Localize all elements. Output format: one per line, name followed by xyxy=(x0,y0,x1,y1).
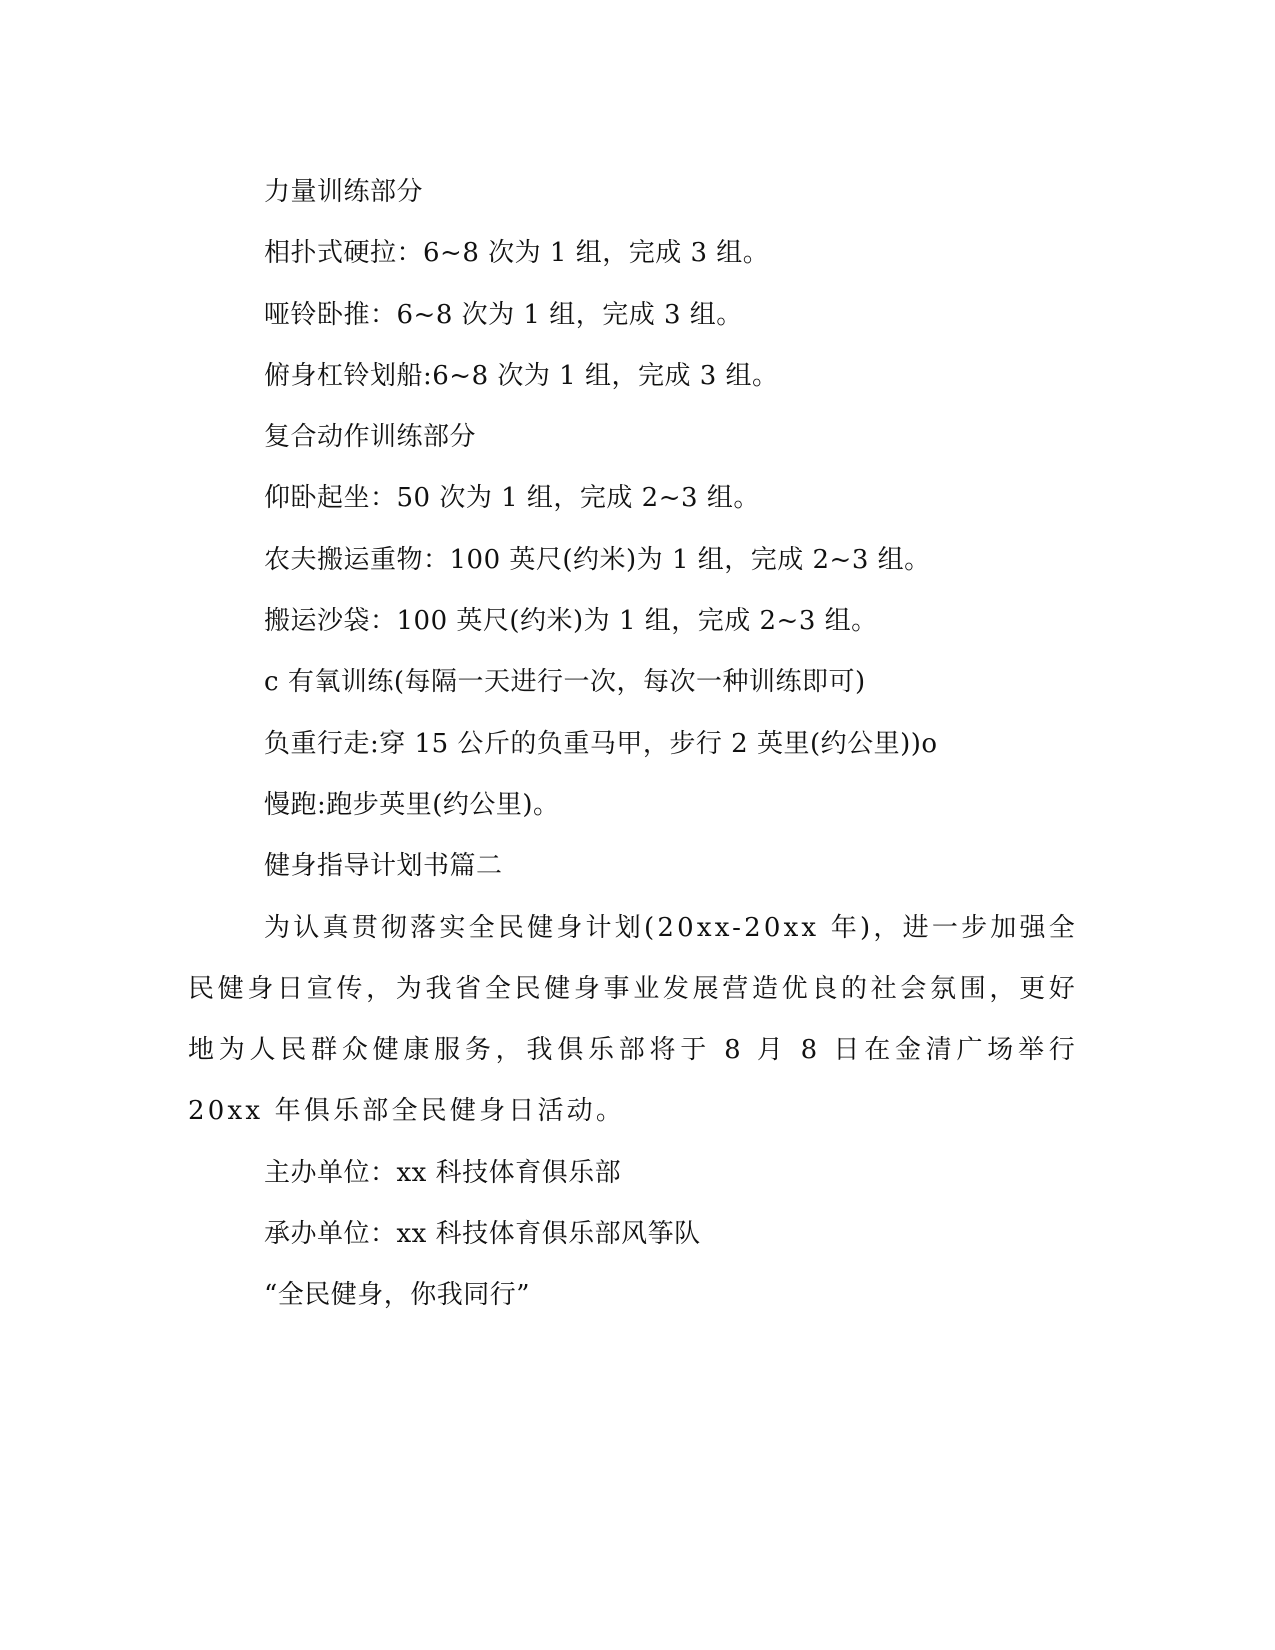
section-heading-part-two: 健身指导计划书篇二 xyxy=(264,851,503,882)
text-line: 俯身杠铃划船:6~8 次为 1 组，完成 3 组。 xyxy=(264,360,779,391)
text-line: 哑铃卧推：6~8 次为 1 组，完成 3 组。 xyxy=(264,299,743,330)
text-line: 仰卧起坐：50 次为 1 组，完成 2~3 组。 xyxy=(264,483,760,514)
section-heading-compound: 复合动作训练部分 xyxy=(264,422,477,453)
document-body xyxy=(188,162,1088,1327)
text-line: 相扑式硬拉：6~8 次为 1 组，完成 3 组。 xyxy=(264,238,770,269)
co-organizer-line: 承办单位：xx 科技体育俱乐部风筝队 xyxy=(264,1219,701,1250)
organizer-line: 主办单位：xx 科技体育俱乐部 xyxy=(264,1157,622,1188)
text-line: 慢跑:跑步英里(约公里)。 xyxy=(264,789,560,820)
text-line: 农夫搬运重物：100 英尺(约米)为 1 组，完成 2~3 组。 xyxy=(264,544,931,575)
section-heading-aerobic: c 有氧训练(每隔一天进行一次，每次一种训练即可) xyxy=(264,667,866,698)
text-line: 搬运沙袋：100 英尺(约米)为 1 组，完成 2~3 组。 xyxy=(264,606,878,637)
body-paragraph: 为认真贯彻落实全民健身计划(20xx-20xx 年)，进一步加强全民健身日宣传，为我省全民健身事业发展营造优良的社会氛围，更好地为人民群众健康服务，我俱乐部将于 8 月 8 日在金清广场举行 20xx 年俱乐部全民健身日活动。 xyxy=(188,912,1078,1127)
slogan-line: “全民健身，你我同行” xyxy=(264,1280,531,1311)
text-line: 负重行走:穿 15 公斤的负重马甲，步行 2 英里(约公里))o xyxy=(264,728,938,759)
section-heading-strength: 力量训练部分 xyxy=(264,177,424,207)
